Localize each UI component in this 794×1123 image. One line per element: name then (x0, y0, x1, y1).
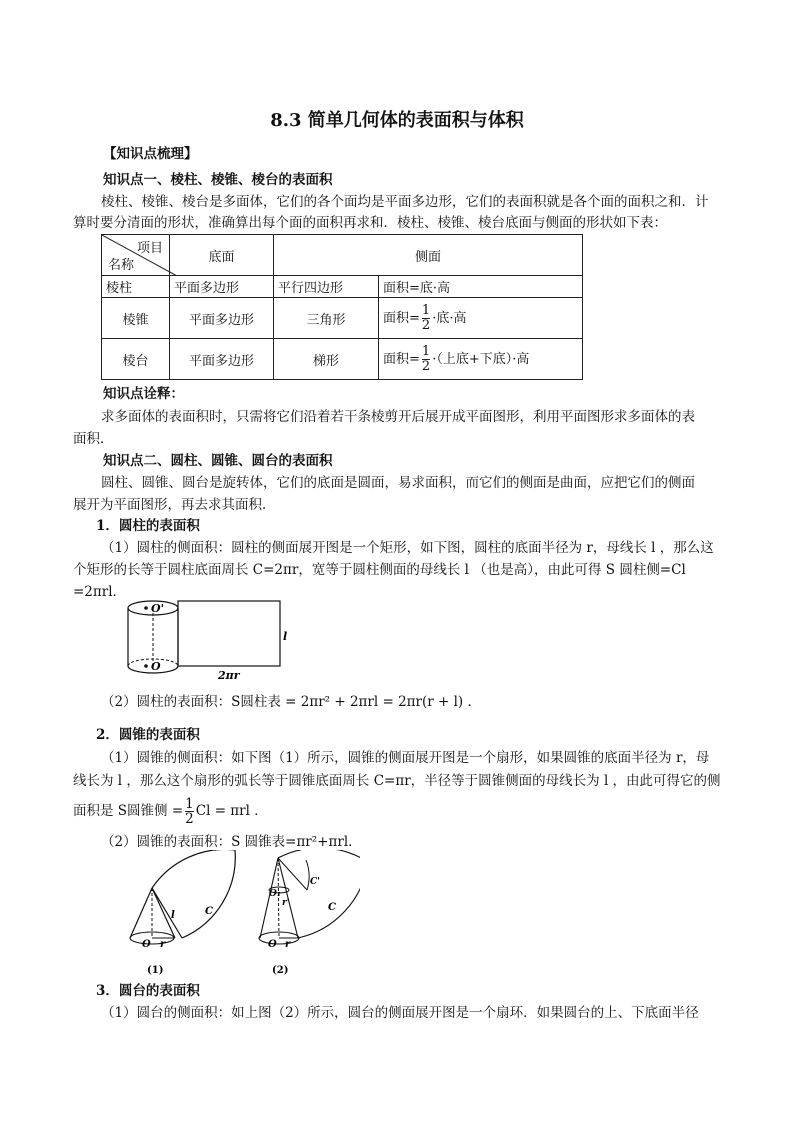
table-cell-base: 平面多边形 (170, 298, 274, 339)
cylinder-heading: 1．圆柱的表面积 (96, 518, 200, 534)
cylinder-line: 个矩形的长等于圆柱底面周长 C=2πr，宽等于圆柱侧面的母线长 l （也是高），由此可得 S 圆柱侧=Cl (73, 562, 686, 578)
fraction: $\frac{1}{2}$ (421, 302, 431, 333)
cone2-top-radius-label: r' (282, 898, 290, 908)
table-cell-name: 棱锥 (102, 298, 170, 339)
cylinder-bottom-center-label: O (151, 660, 161, 673)
cone2-top-center-label: O₁ (269, 889, 281, 899)
note1-heading: 知识点诠释： (103, 386, 184, 402)
table-cell-side-shape: 平行四边形 (274, 276, 379, 298)
cone1-slant-label: l (171, 910, 175, 921)
cone1-caption: (1) (147, 965, 164, 976)
table-cell-area: 面积=底·高 (379, 276, 583, 298)
table-row (102, 276, 583, 298)
table-cell-name: 棱台 (102, 339, 170, 380)
cone-line: 线长为 l ，那么这个扇形的弧长等于圆锥底面周长 C=πr，半径等于圆锥侧面的母线长为 l ，由此可得它的侧 (73, 773, 721, 789)
cone1-radius-label: r (160, 939, 166, 950)
fraction: $\frac{1}{2}$ (421, 343, 431, 374)
cone2-top-arc-label: C' (310, 877, 320, 887)
cone-lateral-formula: 面积是 S圆锥侧 = $\frac{1}{2}$ Cl = πrl ． (73, 796, 268, 827)
polyhedron-face-table (101, 234, 583, 380)
kp2-heading: 知识点二、圆柱、圆锥、圆台的表面积 (103, 453, 333, 469)
cone2-center-label: O (268, 939, 277, 950)
table-header-side: 侧面 (274, 235, 583, 276)
page-title: 8.3 简单几何体的表面积与体积 (270, 110, 524, 131)
cone2-arc-label: C (328, 902, 336, 913)
table-row (102, 298, 583, 339)
cone1-center-label: O (142, 939, 151, 950)
note1-line: 求多面体的表面积时，只需将它们沿着若干条棱剪开后展开成平面图形，利用平面图形求多面体的表 (101, 409, 695, 425)
cone-heading: 2．圆锥的表面积 (96, 727, 200, 743)
table-cell-area: 面积= $\frac{1}{2}$ ·（上底+下底）·高 (379, 339, 583, 380)
table-cell-name: 棱柱 (102, 276, 170, 298)
table-cell-area: 面积= $\frac{1}{2}$ ·底·高 (379, 298, 583, 339)
kp2-line: 圆柱、圆锥、圆台是旋转体，它们的底面是圆面，易求面积，而它们的侧面是曲面，应把它们的侧面 (101, 475, 695, 491)
cylinder-line: =2πrl． (73, 584, 127, 600)
cylinder-unfold-figure (124, 598, 294, 682)
table-cell-side-shape: 梯形 (274, 339, 379, 380)
cone-unfold-figures (120, 850, 360, 980)
fraction: $\frac{1}{2}$ (185, 796, 194, 827)
table-cell-base: 平面多边形 (170, 276, 274, 298)
cone2-radius-label: r (285, 939, 291, 950)
kp1-paragraph-line: 棱柱、棱锥、棱台是多面体，它们的各个面均是平面多边形，它们的表面积就是各个面的面积之和．计 (101, 194, 709, 210)
frustum-line: （1）圆台的侧面积：如上图（2）所示，圆台的侧面展开图是一个扇环．如果圆台的上、下底面半径 (101, 1005, 699, 1021)
table-cell-base: 平面多边形 (170, 339, 274, 380)
kp1-paragraph-line: 算时要分清面的形状，准确算出每个面的面积再求和．棱柱、棱锥、棱台底面与侧面的形状如下表： (73, 215, 667, 231)
cylinder-line: （1）圆柱的侧面积：圆柱的侧面展开图是一个矩形，如下图，圆柱的底面半径为 r，母线长 l ，那么这 (101, 540, 714, 556)
cylinder-surface-formula: （2）圆柱的表面积：S圆柱表 = 2πr² + 2πrl = 2πr(r + l) ． (101, 694, 481, 710)
cone-surface-formula: （2）圆锥的表面积：S 圆锥表=πr²+πrl． (101, 834, 362, 850)
kp2-line: 展开为平面图形，再去求其面积． (73, 497, 276, 513)
cone2-caption: (2) (272, 965, 289, 976)
table-corner-cell (102, 235, 170, 276)
cone-line: （1）圆锥的侧面积：如下图（1）所示，圆锥的侧面展开图是一个扇形，如果圆锥的底面半径为 r，母 (101, 750, 710, 766)
cylinder-height-label: l (283, 630, 288, 643)
table-corner-bottom: 名称 (108, 258, 135, 273)
note1-line: 面积． (73, 431, 114, 447)
cone1-arc-label: C (205, 906, 213, 917)
cylinder-width-label: 2πr (218, 669, 240, 682)
table-row (102, 339, 583, 380)
frustum-heading: 3．圆台的表面积 (96, 983, 200, 999)
table-header-base: 底面 (170, 235, 274, 276)
table-corner-top: 项目 (136, 241, 163, 256)
cylinder-top-center-label: O' (151, 602, 164, 615)
table-cell-side-shape: 三角形 (274, 298, 379, 339)
section-header: 【知识点梳理】 (103, 146, 198, 162)
kp1-heading: 知识点一、棱柱、棱锥、棱台的表面积 (103, 172, 333, 188)
